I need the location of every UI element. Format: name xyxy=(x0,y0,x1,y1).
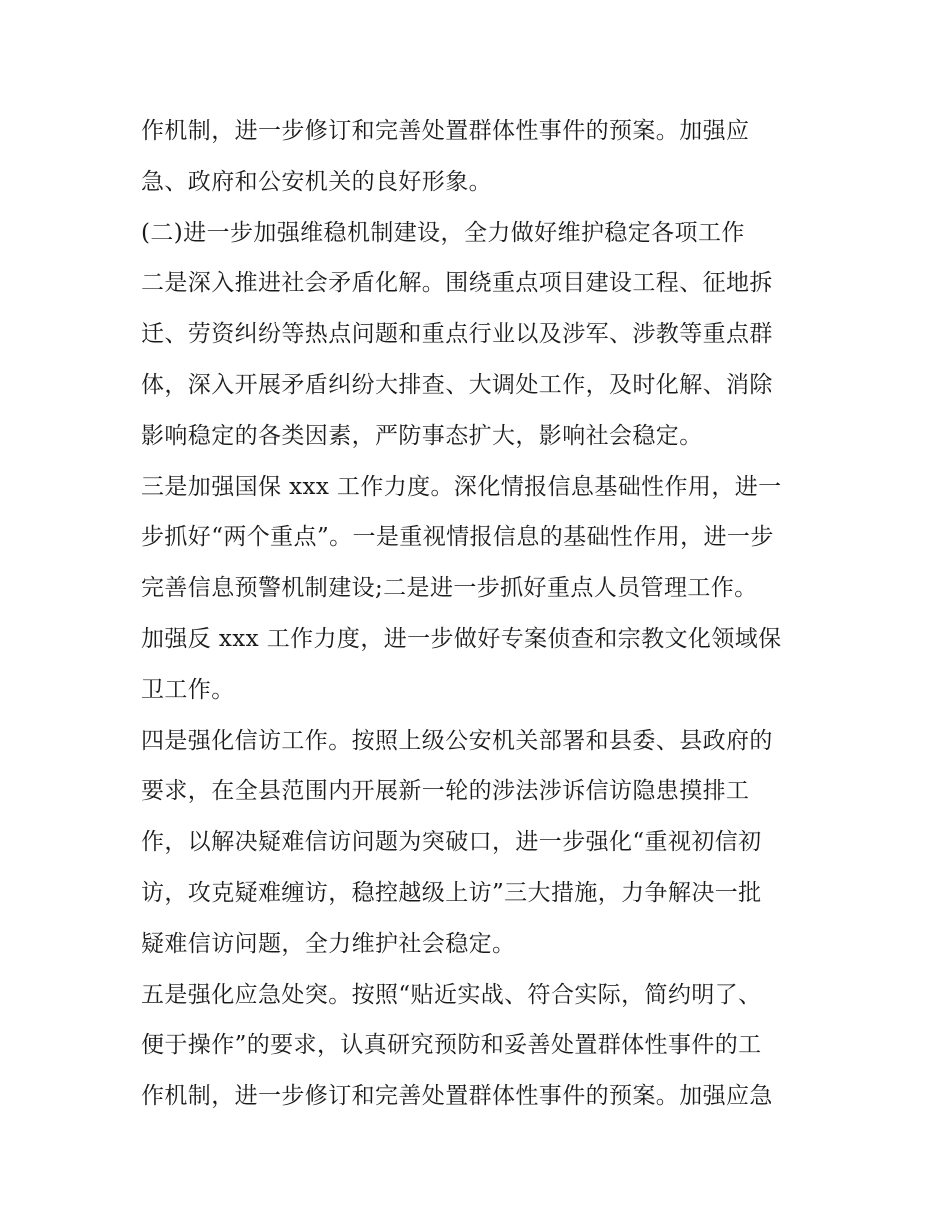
text-line: 要求，在全县范围内开展新一轮的涉法涉诉信访隐患摸排工 xyxy=(141,778,750,805)
text-line: 体，深入开展矛盾纠纷大排查、大调处工作，及时化解、消除 xyxy=(141,371,773,398)
text-line: 五是强化应急处突。按照“贴近实战、符合实际，简约明了、 xyxy=(141,981,762,1008)
text-line: 迁、劳资纠纷等热点问题和重点行业以及涉军、涉教等重点群 xyxy=(141,321,773,348)
text-line: 二是深入推进社会矛盾化解。围绕重点项目建设工程、征地拆 xyxy=(141,270,773,297)
text-line: 作机制，进一步修订和完善处置群体性事件的预案。加强应 xyxy=(141,118,750,144)
text-line: 影响稳定的各类因素，严防事态扩大，影响社会稳定。 xyxy=(141,422,703,449)
text-line: 疑难信访问题，全力维护社会稳定。 xyxy=(141,930,516,957)
text-line: 访，攻克疑难缠访，稳控越级上访”三大措施，力争解决一批 xyxy=(141,879,762,906)
document-body xyxy=(141,106,821,1122)
text-line: 急、政府和公安机关的良好形象。 xyxy=(141,168,492,195)
text-line: 作机制，进一步修订和完善处置群体性事件的预案。加强应急 xyxy=(141,1083,773,1110)
text-line: 四是强化信访工作。按照上级公安机关部署和县委、县政府的 xyxy=(141,727,773,754)
text-line: 步抓好“两个重点”。一是重视情报信息的基础性作用，进一步 xyxy=(141,524,774,551)
text-line: 作，以解决疑难信访问题为突破口，进一步强化“重视初信初 xyxy=(141,829,762,856)
text-line: 加强反 xxx 工作力度，进一步做好专案侦查和宗教文化领域保 xyxy=(141,625,782,652)
text-line: 卫工作。 xyxy=(141,676,235,703)
text-line: 便于操作”的要求，认真研究预防和妥善处置群体性事件的工 xyxy=(141,1032,762,1059)
section-heading: (二)进一步加强维稳机制建设，全力做好维护稳定各项工作 xyxy=(141,219,745,246)
text-line: 完善信息预警机制建设;二是进一步抓好重点人员管理工作。 xyxy=(141,575,758,602)
text-line: 三是加强国保 xxx 工作力度。深化情报信息基础性作用，进一 xyxy=(141,473,782,500)
